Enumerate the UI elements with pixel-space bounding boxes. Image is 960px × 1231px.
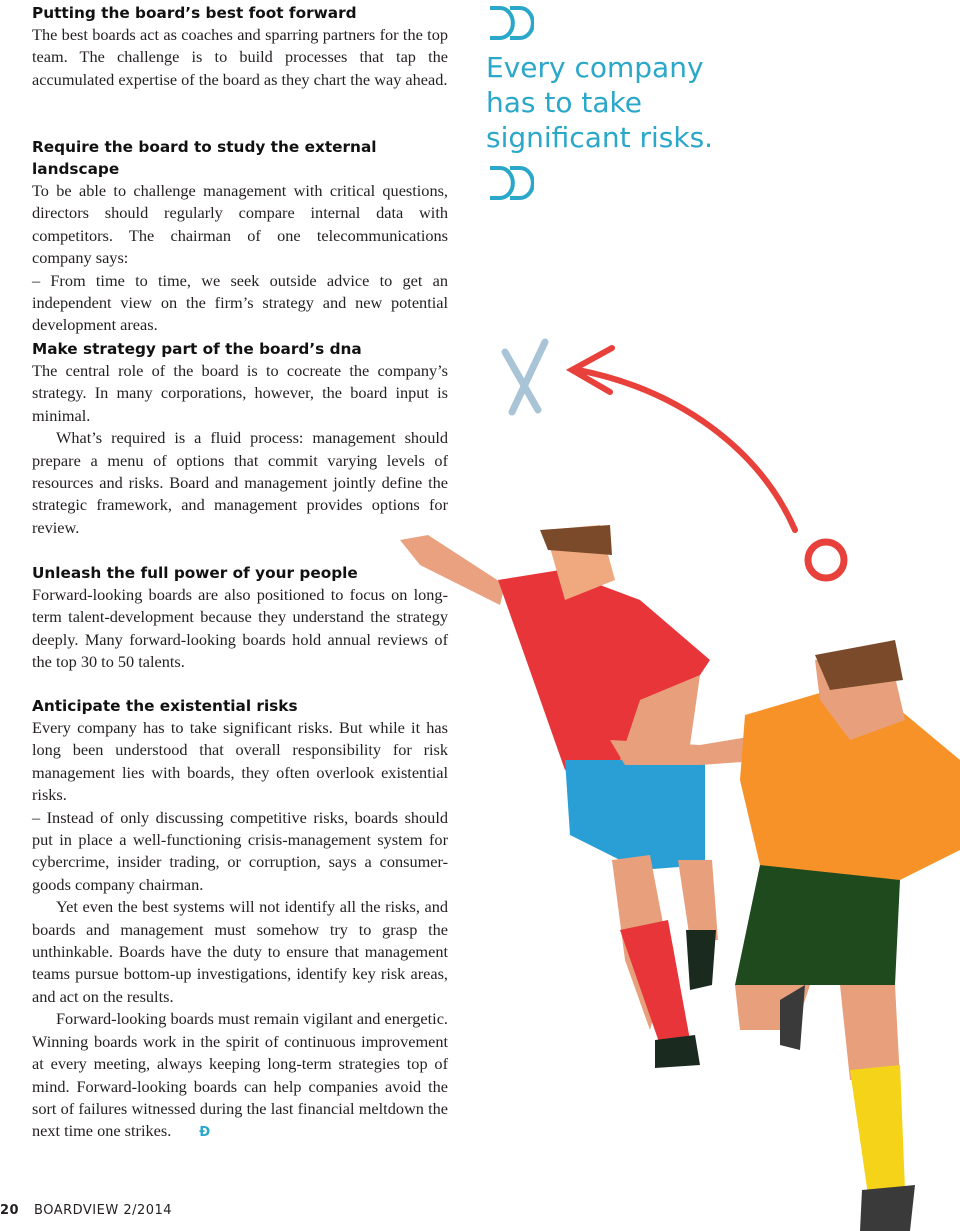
section-intro bbox=[32, 2, 448, 91]
target-circle bbox=[808, 542, 844, 578]
x-mark bbox=[505, 342, 545, 412]
soccer-players-illustration bbox=[390, 320, 960, 1231]
red-player bbox=[400, 525, 718, 1068]
paragraph: The central role of the board is to cocreate the company’s strategy. In many corporations, however, the board input is minimal. bbox=[32, 361, 448, 425]
open-quote-icon bbox=[486, 4, 534, 44]
quote-paragraph: – From time to time, we seek outside advice to get an independent view on the firm’s strategy and new potential development areas. bbox=[32, 270, 448, 335]
page-footer bbox=[0, 1203, 400, 1229]
paragraph: What’s required is a fluid process: management should prepare a menu of options that commit varying levels of resources and risks. Board and management jointly define the strategic framework, and management provides options for review. bbox=[32, 428, 448, 537]
section-strategy bbox=[32, 338, 448, 539]
play-arrow bbox=[572, 348, 795, 530]
section-heading: Anticipate the existential risks bbox=[32, 697, 298, 715]
publication-name: BOARDVIEW 2/2014 bbox=[34, 1203, 173, 1218]
section-existential-risks bbox=[32, 695, 448, 1145]
paragraph: Every company has to take significant risks. But while it has long been understood that overall responsibility for risk management lies with boards, they often overlook existential risks. bbox=[32, 718, 448, 805]
section-people bbox=[32, 562, 448, 674]
section-heading: Putting the board’s best foot forward bbox=[32, 4, 357, 22]
quote-paragraph: – Instead of only discussing competitive risks, boards should put in place a well-functioning crisis-management system for cybercrime, insider trading, or corruption, says a consumer-goods company chairman. bbox=[32, 807, 448, 894]
close-quote-icon bbox=[486, 164, 534, 204]
paragraph: To be able to challenge management with critical questions, directors should regularly compare internal data with competitors. The chairman of one telecommunications company says: bbox=[32, 181, 448, 268]
page-number: 20 bbox=[0, 1203, 20, 1218]
section-heading: Require the board to study the external landscape bbox=[32, 138, 377, 178]
end-mark-icon: Ð bbox=[199, 1125, 211, 1141]
section-external-landscape bbox=[32, 136, 448, 337]
paragraph: The best boards act as coaches and sparring partners for the top team. The challenge is to build processes that tap the accumulated expertise of the board as they chart the way ahead. bbox=[32, 25, 448, 89]
paragraph: Forward-looking boards are also positioned to focus on long-term talent-development because they understand the strategy deeply. Many forward-looking boards hold annual reviews of the top 30 to 50 talents. bbox=[32, 585, 448, 672]
paragraph: Yet even the best systems will not identify all the risks, and boards and management must somehow try to grasp the unthinkable. Boards have the duty to ensure that management teams pursue bottom-up investigations, identify key risk areas, and act on the results. bbox=[32, 897, 448, 1006]
section-heading: Unleash the full power of your people bbox=[32, 564, 358, 582]
pull-quote-text: Every company has to take significant risks. bbox=[486, 51, 714, 154]
paragraph: Forward-looking boards must remain vigilant and energetic. Winning boards work in the spirit of continuous improvement at every meeting, always keeping long-term strategies top of mind. Forward-looking boards can help companies avoid the sort of failures witnessed during the last financial meltdown the next time one strikes. bbox=[32, 1009, 448, 1141]
section-heading: Make strategy part of the board’s dna bbox=[32, 340, 362, 358]
